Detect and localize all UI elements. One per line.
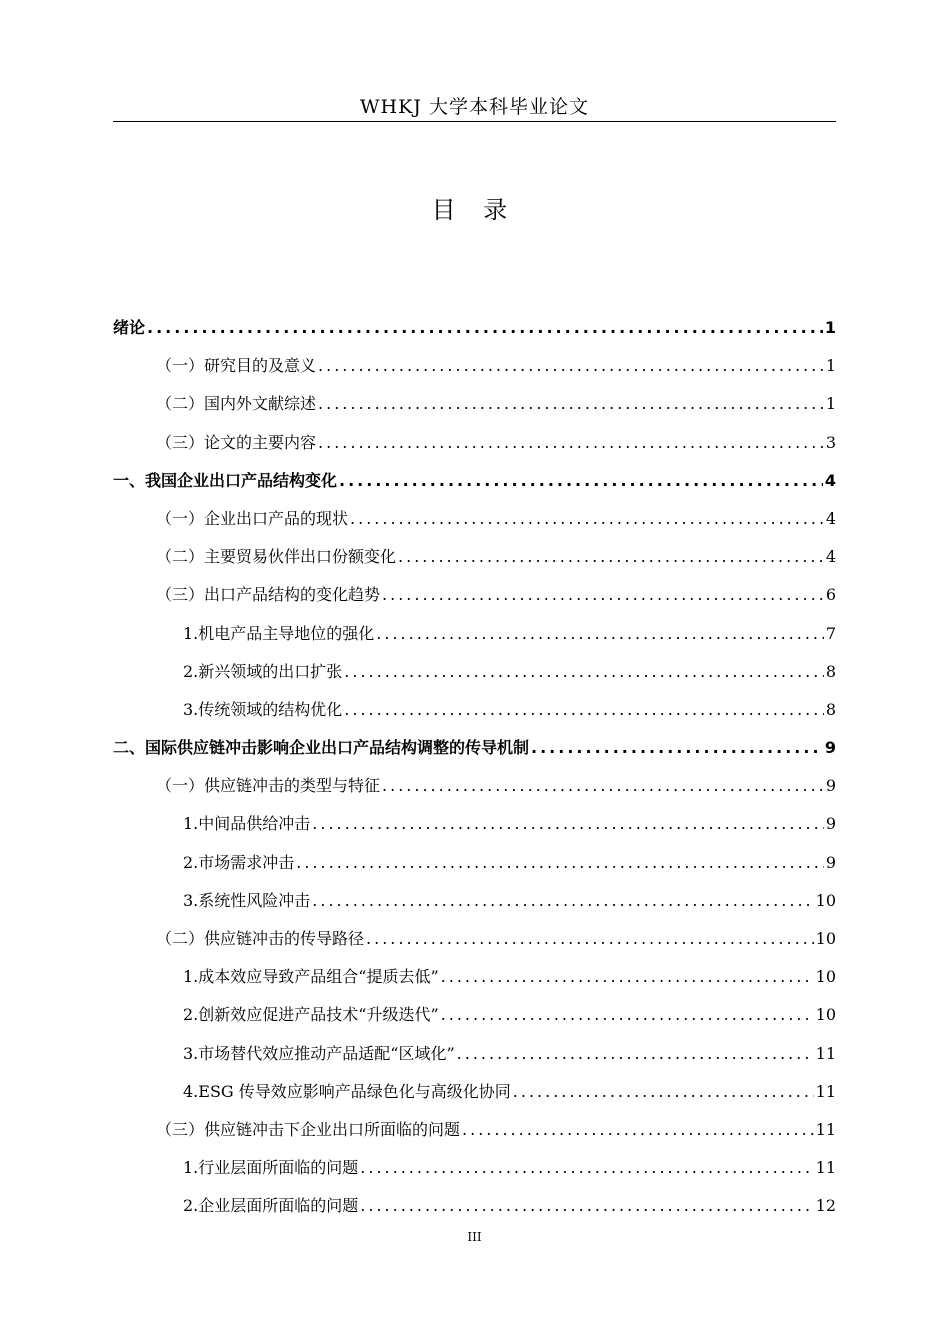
toc-entry-page: 8	[825, 699, 836, 719]
toc-leader-dots	[360, 1149, 813, 1187]
toc-leader-dots	[531, 729, 823, 767]
toc-leader-dots	[513, 1073, 814, 1111]
toc-entry-page: 1	[824, 318, 836, 337]
toc-entry[interactable]	[113, 1111, 836, 1149]
toc-entry-page: 9	[825, 852, 836, 872]
toc-entry-label: （二）主要贸易伙伴出口份额变化	[156, 547, 397, 567]
toc-entry-label: （一）研究目的及意义	[156, 356, 317, 376]
toc-entry[interactable]	[113, 347, 836, 385]
toc-entry-page: 10	[815, 967, 836, 987]
toc-entry-label: 2.企业层面所面临的问题	[183, 1196, 359, 1216]
toc-entry-label: 绪论	[113, 318, 146, 337]
page-number: III	[467, 1230, 482, 1244]
toc-entry-page: 8	[825, 661, 836, 681]
toc-entry[interactable]	[113, 805, 836, 843]
toc-entry-label: （一）供应链冲击的类型与特征	[156, 776, 381, 796]
toc-leader-dots	[312, 882, 813, 920]
toc-entry-page: 11	[815, 1043, 836, 1063]
toc-entry-page: 9	[824, 738, 836, 758]
toc-entry[interactable]	[113, 958, 836, 996]
running-header: WHKJ 大学本科毕业论文	[360, 96, 589, 118]
toc-leader-dots	[382, 576, 824, 614]
header-rule	[113, 121, 836, 122]
toc-entry-label: （三）出口产品结构的变化趋势	[156, 585, 381, 605]
toc-leader-dots	[366, 920, 814, 958]
toc-leader-dots	[382, 767, 824, 805]
toc-entry[interactable]	[113, 729, 836, 767]
toc-entry-page: 9	[825, 814, 836, 834]
toc-entry[interactable]	[113, 576, 836, 614]
toc-entry-label: 4.ESG 传导效应影响产品绿色化与高级化协同	[183, 1081, 511, 1101]
toc-entry[interactable]	[113, 882, 836, 920]
toc-leader-dots	[344, 691, 824, 729]
toc-entry[interactable]	[113, 385, 836, 423]
toc-leader-dots	[318, 347, 824, 385]
toc-entry[interactable]	[113, 653, 836, 691]
toc-entry-label: 2.新兴领域的出口扩张	[183, 661, 343, 681]
toc-entry[interactable]	[113, 844, 836, 882]
toc-entry-label: 1.机电产品主导地位的强化	[183, 623, 375, 643]
toc-entry-page: 10	[815, 929, 836, 948]
toc-leader-dots	[360, 1187, 813, 1225]
toc-entry-label: 二、国际供应链冲击影响企业出口产品结构调整的传导机制	[113, 738, 530, 758]
toc-entry[interactable]	[113, 615, 836, 653]
toc-entry[interactable]	[113, 1035, 836, 1073]
toc-leader-dots	[296, 844, 824, 882]
toc-entry-label: （二）国内外文献综述	[156, 394, 317, 414]
toc-entry[interactable]	[113, 309, 836, 347]
toc-entry-label: （一）企业出口产品的现状	[156, 508, 349, 528]
toc-entry[interactable]	[113, 767, 836, 805]
toc-entry-page: 7	[825, 623, 836, 643]
toc-leader-dots	[339, 462, 823, 500]
toc-entry-page: 9	[825, 776, 836, 796]
toc-entry-page: 6	[825, 585, 836, 605]
toc-entry-page: 10	[815, 1005, 836, 1025]
toc-leader-dots	[441, 996, 814, 1034]
toc-entry[interactable]	[113, 691, 836, 729]
toc-entry-page: 4	[825, 508, 836, 528]
toc-entry-page: 1	[825, 394, 836, 414]
table-of-contents	[113, 309, 836, 1226]
toc-entry-label: （三）论文的主要内容	[156, 432, 317, 452]
toc-entry[interactable]	[113, 996, 836, 1034]
toc-entry-page: 4	[825, 547, 836, 567]
toc-leader-dots	[350, 500, 824, 538]
toc-leader-dots	[318, 385, 824, 423]
toc-entry[interactable]	[113, 462, 836, 500]
toc-entry-label: 3.市场替代效应推动产品适配“区域化”	[183, 1043, 455, 1063]
toc-title: 目 录	[431, 196, 518, 224]
toc-entry-label: （三）供应链冲击下企业出口所面临的问题	[156, 1119, 461, 1139]
toc-entry[interactable]	[113, 1187, 836, 1225]
toc-entry[interactable]	[113, 538, 836, 576]
toc-entry-page: 11	[815, 1158, 836, 1178]
toc-entry-label: 1.中间品供给冲击	[183, 814, 311, 834]
toc-leader-dots	[457, 1035, 814, 1073]
toc-entry-page: 11	[815, 1119, 836, 1139]
toc-entry[interactable]	[113, 1073, 836, 1111]
toc-leader-dots	[441, 958, 814, 996]
toc-entry-page: 4	[824, 470, 836, 490]
toc-leader-dots	[147, 309, 823, 347]
toc-entry-label: 3.传统领域的结构优化	[183, 699, 343, 719]
toc-entry-label: 1.行业层面所面临的问题	[183, 1158, 359, 1178]
toc-entry-page: 12	[815, 1196, 836, 1216]
toc-entry[interactable]	[113, 1149, 836, 1187]
toc-entry[interactable]	[113, 424, 836, 462]
toc-entry-page: 3	[825, 432, 836, 452]
toc-entry-label: 3.系统性风险冲击	[183, 890, 311, 910]
toc-entry[interactable]	[113, 920, 836, 958]
toc-leader-dots	[462, 1111, 814, 1149]
toc-leader-dots	[344, 653, 824, 691]
toc-leader-dots	[312, 805, 824, 843]
toc-entry[interactable]	[113, 500, 836, 538]
toc-leader-dots	[376, 615, 824, 653]
toc-entry-label: 2.创新效应促进产品技术“升级迭代”	[183, 1005, 439, 1025]
toc-leader-dots	[398, 538, 824, 576]
toc-entry-label: 1.成本效应导致产品组合“提质去低”	[183, 967, 439, 987]
toc-leader-dots	[318, 424, 824, 462]
toc-entry-page: 10	[815, 890, 836, 910]
toc-entry-label: （二）供应链冲击的传导路径	[156, 929, 365, 948]
toc-entry-page: 1	[825, 356, 836, 376]
toc-entry-label: 一、我国企业出口产品结构变化	[113, 470, 338, 490]
toc-entry-page: 11	[815, 1081, 836, 1101]
toc-entry-label: 2.市场需求冲击	[183, 852, 295, 872]
